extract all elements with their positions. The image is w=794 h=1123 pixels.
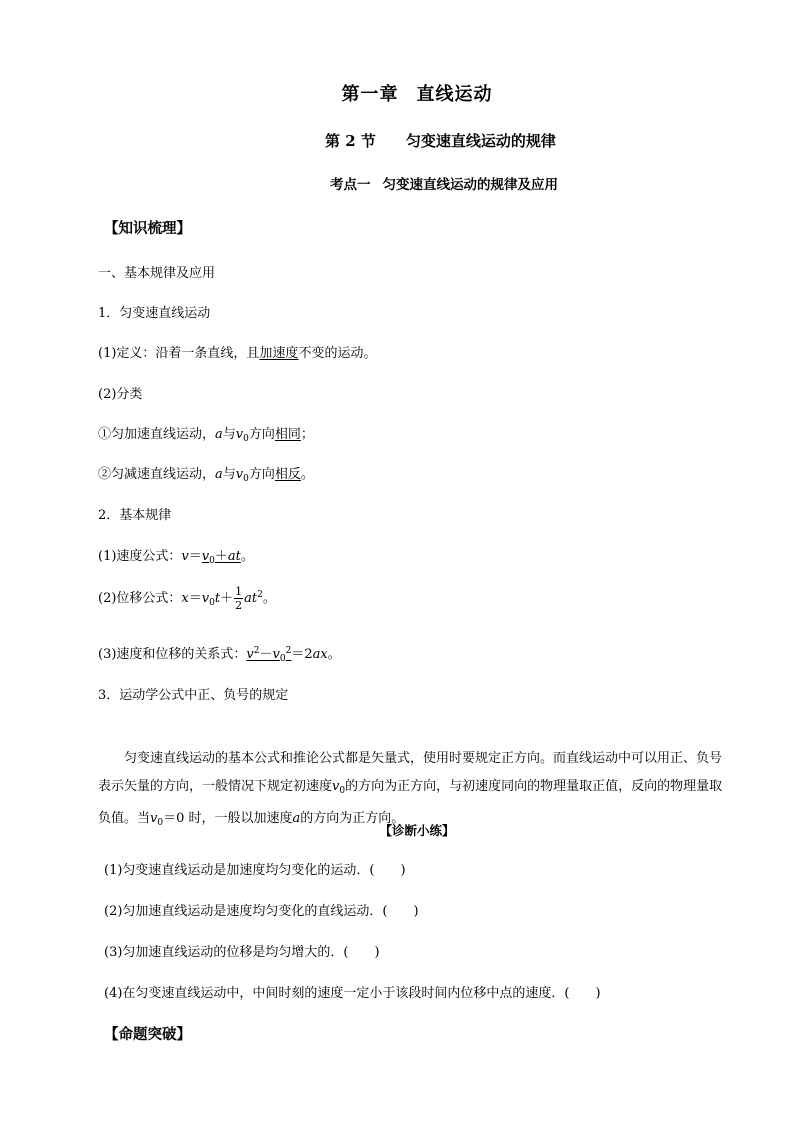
item3-title: 3．运动学公式中正、负号的规定 [98,688,289,703]
sign-convention-paragraph: 匀变速直线运动的基本公式和推论公式都是矢量式，使用时要规定正方向。而直线运动中可以用正、负号表示矢量的方向，一般情况下规定初速度$v_0$的方向为正方向，与初速度同向的物理量取正值，反向的物理量取负值。当$v_0=0$ 时，一般以加速度a的方向为正方向。 [98,751,723,828]
question-2: (2)匀加速直线运动是速度均匀变化的直线运动．( ) [104,904,419,919]
question-1: (1)匀变速直线运动是加速度均匀变化的运动．( ) [104,863,406,878]
definition-line [98,342,376,361]
classify-decelerate-blank: 相反 [274,467,301,482]
diagnosis-heading: 【诊断小练】 [379,823,455,838]
knowledge-heading: 【知识梳理】 [104,220,191,237]
velocity-displacement-formula: (3)速度和位移的关系式：$v^2-v_0^2=2ax$。 [98,646,341,664]
classify-accelerate-prefix: ①匀加速直线运动， [98,427,216,442]
velocity-formula: (1)速度公式：$v=v_0+at$。 [98,549,254,566]
classify-accelerate: ①匀加速直线运动，a与$v_0$方向相同； [98,427,314,444]
section-label: 第 2 节 [325,132,376,150]
item2-title: 2．基本规律 [98,508,172,523]
chapter-name: 直线运动 [416,84,493,105]
question-4: (4)在匀变速直线运动中，中间时刻的速度一定小于该段时间内位移中点的速度．( ) [104,986,601,1001]
definition-prefix: (1)定义：沿着一条直线，且 [98,346,260,361]
chapter-label: 第一章 [341,84,399,105]
topic-name: 匀变速直线运动的规律及应用 [382,177,558,193]
classify-decelerate-prefix: ②匀减速直线运动， [98,467,216,482]
classify-decelerate: ②匀减速直线运动，a与$v_0$方向相反。 [98,467,314,484]
definition-blank: 加速度 [259,346,299,361]
classification-label: (2)分类 [98,387,143,402]
item1-title: 1．匀变速直线运动 [98,306,211,321]
section-name: 匀变速直线运动的规律 [405,132,556,150]
displacement-formula: (2)位移公式：$x=v_0t+$ $\frac{1}{2}$ $at^2$。 [98,585,276,612]
question-3: (3)匀加速直线运动的位移是均匀增大的．( ) [104,945,380,960]
breakthrough-heading: 【命题突破】 [104,1026,191,1043]
classify-accelerate-blank: 相同 [274,427,301,442]
chapter-title [0,80,794,106]
one-half-fraction: $\frac{1}{2}$ [235,585,243,612]
part1-title: 一、基本规律及应用 [98,266,216,281]
topic-label: 考点一 [330,177,371,193]
section-title [325,130,556,151]
topic-title [330,173,558,193]
definition-suffix: 不变的运动。 [298,346,377,361]
